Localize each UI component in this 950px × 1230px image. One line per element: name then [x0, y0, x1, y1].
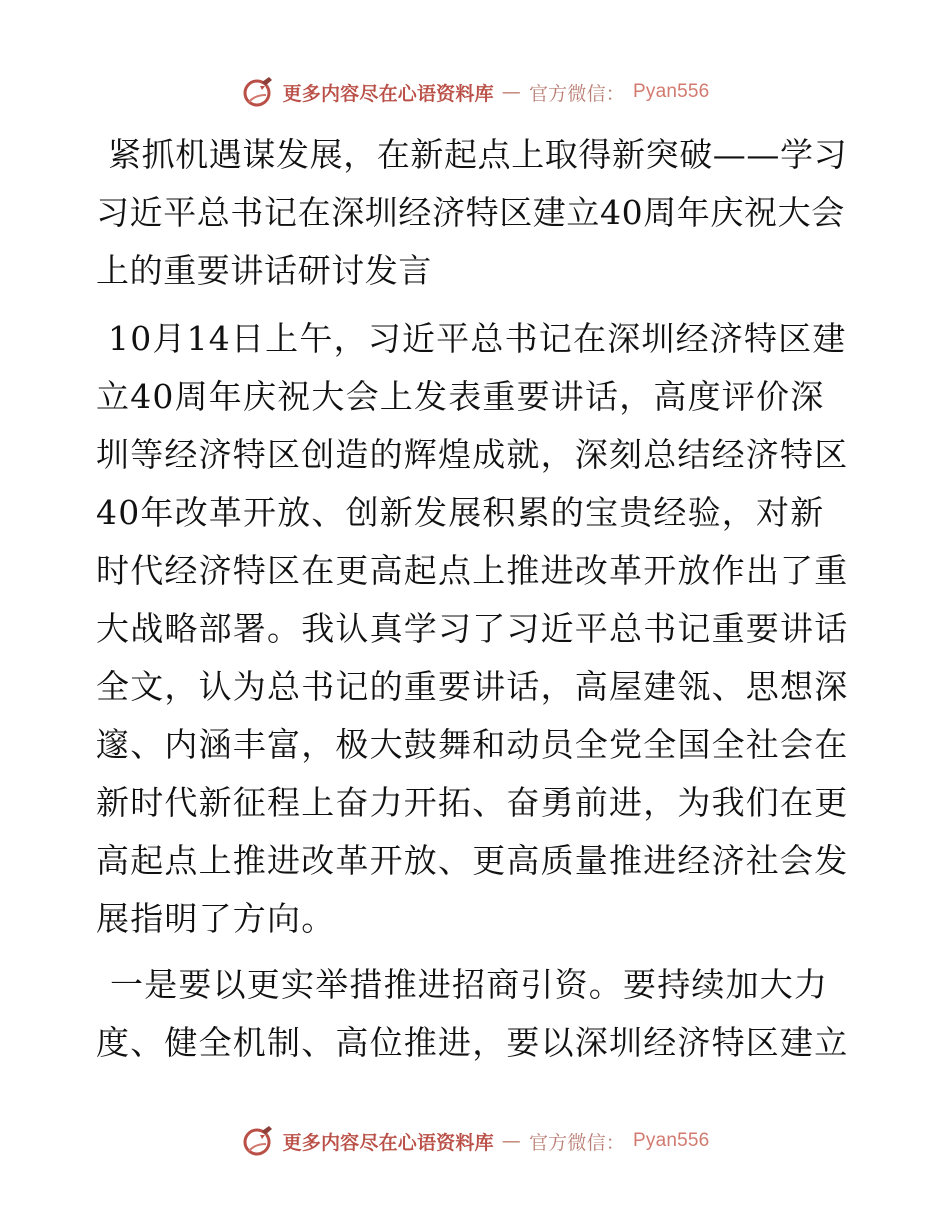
- document-body: [96, 126, 856, 1072]
- document-title: 紧抓机遇谋发展，在新起点上取得新突破——学习习近平总书记在深圳经济特区建立40周年庆祝大会上的重要讲话研讨发言: [96, 135, 848, 290]
- header-watermark-banner: [0, 72, 950, 112]
- pen-seal-logo-icon: [241, 75, 275, 109]
- banner-wechat-handle: Pyan556: [633, 1130, 710, 1151]
- banner-wechat-label: 官方微信：: [528, 1131, 625, 1154]
- body-paragraph-2: 一是要以更实举措推进招商引资。要持续加大力度、健全机制、高位推进，要以深圳经济特区建立: [96, 965, 849, 1062]
- banner-wechat-handle: Pyan556: [633, 81, 710, 102]
- banner-dash: —: [501, 81, 521, 103]
- footer-watermark-banner: [0, 1121, 950, 1161]
- banner-dash: —: [501, 1130, 521, 1152]
- banner-main-text: 更多内容尽在心语资料库: [282, 82, 494, 105]
- banner-wechat-label: 官方微信：: [528, 82, 625, 105]
- body-paragraph-1: 10月14日上午，习近平总书记在深圳经济特区建立40周年庆祝大会上发表重要讲话，高度评价深圳等经济特区创造的辉煌成就，深刻总结经济特区40年改革开放、创新发展积累的宝贵经验，对新时代经济特区在更高起点上推进改革开放作出了重大战略部署。我认真学习了习近平总书记重要讲话全文，认为总书记的重要讲话，高屋建瓴、思想深邃、内涵丰富，极大鼓舞和动员全党全国全社会在新时代新征程上奋力开拓、奋勇前进，为我们在更高起点上推进改革开放、更高质量推进经济社会发展指明了方向。: [96, 319, 849, 938]
- banner-main-text: 更多内容尽在心语资料库: [282, 1131, 494, 1154]
- pen-seal-logo-icon: [241, 1124, 275, 1158]
